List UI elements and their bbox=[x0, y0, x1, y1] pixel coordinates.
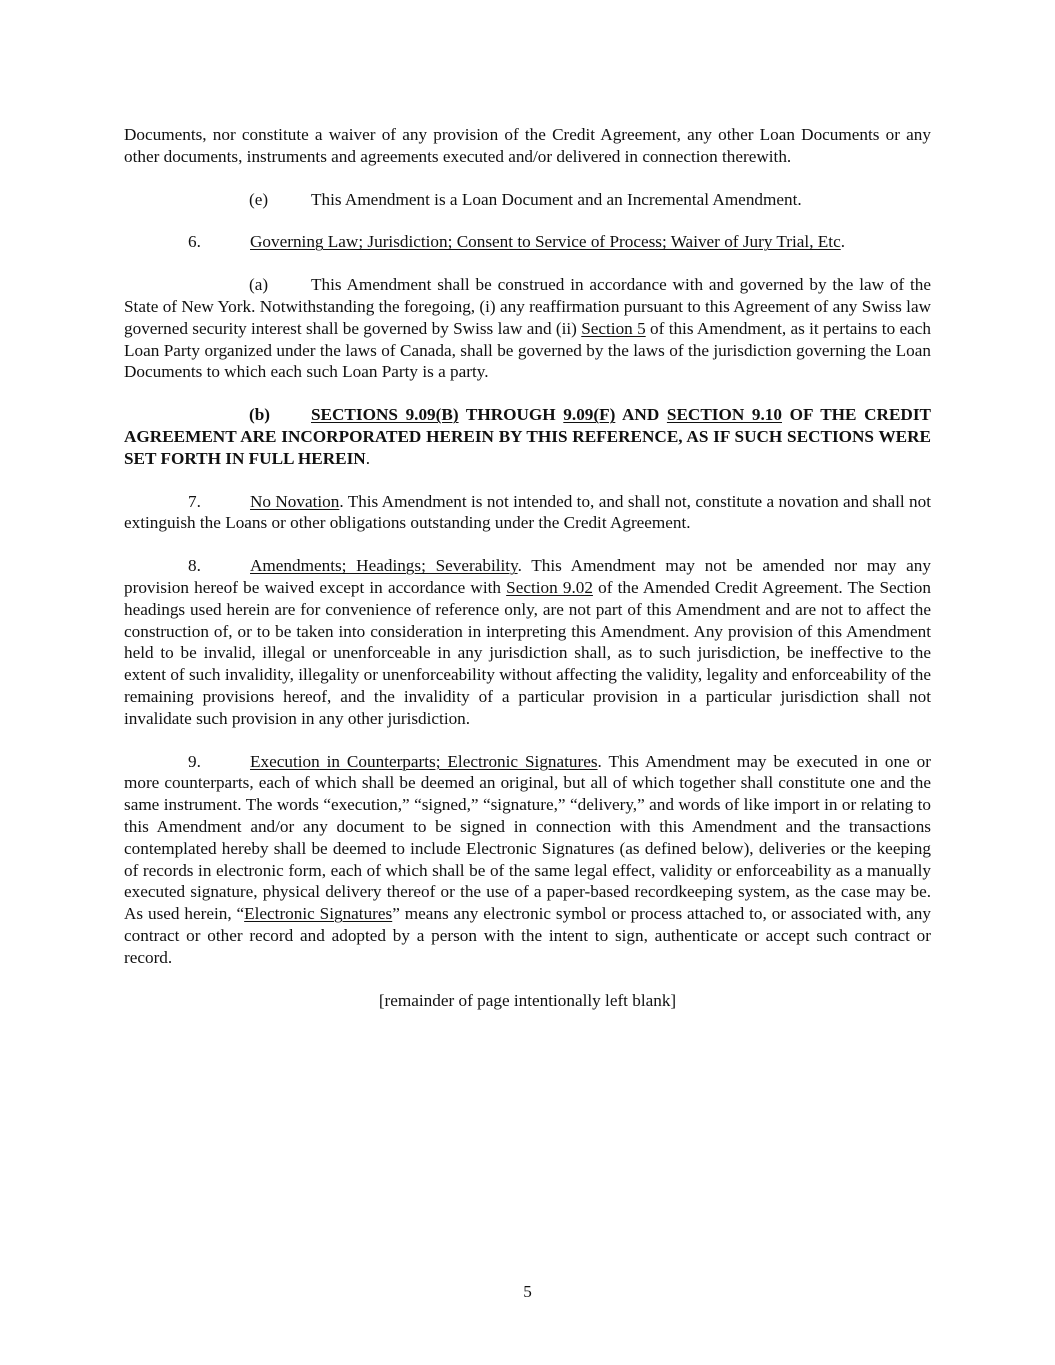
section-6b-text-1: THROUGH bbox=[458, 405, 564, 425]
section-9-paragraph bbox=[124, 751, 931, 969]
section-6b-text-2: AND bbox=[615, 405, 667, 425]
section-5-reference: Section 5 bbox=[581, 318, 646, 338]
section-8-paragraph bbox=[124, 555, 931, 729]
section-9-02-reference: Section 9.02 bbox=[506, 577, 593, 597]
section-9-09b-reference: SECTIONS 9.09(B) bbox=[311, 405, 459, 425]
document-page bbox=[124, 124, 931, 1032]
section-6a-paragraph bbox=[124, 274, 931, 383]
paragraph-e bbox=[124, 189, 931, 211]
section-7-number: 7. bbox=[188, 491, 201, 511]
section-7-title: No Novation bbox=[250, 491, 340, 511]
section-9-title: Execution in Counterparts; Electronic Signatures bbox=[250, 751, 598, 771]
electronic-signatures-term: Electronic Signatures bbox=[244, 904, 393, 924]
section-6-title: Governing Law; Jurisdiction; Consent to Service of Process; Waiver of Jury Trial, Etc bbox=[250, 232, 841, 252]
section-6b-label: (b) bbox=[249, 405, 271, 425]
section-9-10-reference: SECTION 9.10 bbox=[666, 405, 782, 425]
section-8-number: 8. bbox=[188, 556, 201, 576]
section-6-number: 6. bbox=[188, 232, 201, 252]
page-number: 5 bbox=[523, 1282, 532, 1301]
section-9-09f-reference: 9.09(F) bbox=[563, 405, 616, 425]
section-6a-label: (a) bbox=[249, 275, 269, 295]
section-8-title: Amendments; Headings; Severability bbox=[250, 556, 518, 576]
section-7-paragraph bbox=[124, 491, 931, 535]
section-9-text-2: ” means any electronic symbol or process attached to, or associated with, any contract or other record and adopted by a person with the intent to sign, authenticate or accept such contract or record. bbox=[124, 904, 931, 967]
section-6-period: . bbox=[840, 232, 845, 252]
section-9-number: 9. bbox=[188, 751, 201, 771]
section-6b-text-3: OF THE CREDIT AGREEMENT ARE INCORPORATED HEREIN BY THIS REFERENCE, AS IF SUCH SECTIONS WERE SET FORTH IN FULL HEREIN bbox=[124, 405, 931, 468]
section-6a-text-1: This Amendment shall be construed in accordance with and governed by the law of the State of New York. Notwithstanding the foregoing, (i) any reaffirmation pursuant to this Agreement of any Swiss law governed security interest shall be governed by Swiss law and (ii) bbox=[124, 275, 931, 338]
paragraph-e-text: This Amendment is a Loan Document and an Incremental Amendment. bbox=[311, 189, 802, 209]
section-6-heading bbox=[124, 231, 931, 253]
section-6b-paragraph bbox=[124, 404, 931, 469]
intro-paragraph: Documents, nor constitute a waiver of any provision of the Credit Agreement, any other Loan Documents or any other documents, instruments and agreements executed and/or delivered in connection therewith. bbox=[124, 125, 931, 166]
section-6b-period: . bbox=[365, 448, 370, 468]
section-7-text: . This Amendment is not intended to, and shall not, constitute a novation and shall not extinguish the Loans or other obligations outstanding under the Credit Agreement. bbox=[124, 491, 931, 533]
remainder-note: [remainder of page intentionally left blank] bbox=[378, 990, 677, 1010]
section-8-text-1: . This Amendment may not be amended nor may any provision hereof be waived except in accordance with bbox=[124, 556, 931, 597]
section-9-text-1: . This Amendment may be executed in one or more counterparts, each of which shall be deemed an original, but all of which together shall constitute one and the same instrument. The words “execution,” “signed,” “signature,” “delivery,” and words of like import in or relating to this Amendment and/or any document to be signed in connection with this Amendment and the transactions contemplated hereby shall be deemed to include Electronic Signatures (as defined below), deliveries or the keeping of records in electronic form, each of which shall be of the same legal effect, validity or enforceability as a manually executed signature, physical delivery thereof or the use of a paper-based recordkeeping system, as the case may be. As used herein, “ bbox=[124, 751, 931, 924]
paragraph-e-label: (e) bbox=[249, 189, 269, 209]
section-6a-text-2: of this Amendment, as it pertains to each Loan Party organized under the laws of Canada, shall be governed by the laws of the jurisdiction governing the Loan Documents to which each such Loan Party is a party. bbox=[124, 318, 931, 382]
section-8-text-2: of the Amended Credit Agreement. The Section headings used herein are for convenience of reference only, are not part of this Amendment and are not to affect the construction of, or to be taken into consideration in interpreting this Amendment. Any provision of this Amendment held to be invalid, illegal or unenforceable in any jurisdiction shall, as to such jurisdiction, be ineffective to the extent of such invalidity, illegality or unenforceability without affecting the validity, legality and enforceability of the remaining provisions hereof, and the invalidity of a particular provision in a particular jurisdiction shall not invalidate such provision in any other jurisdiction. bbox=[124, 577, 931, 728]
